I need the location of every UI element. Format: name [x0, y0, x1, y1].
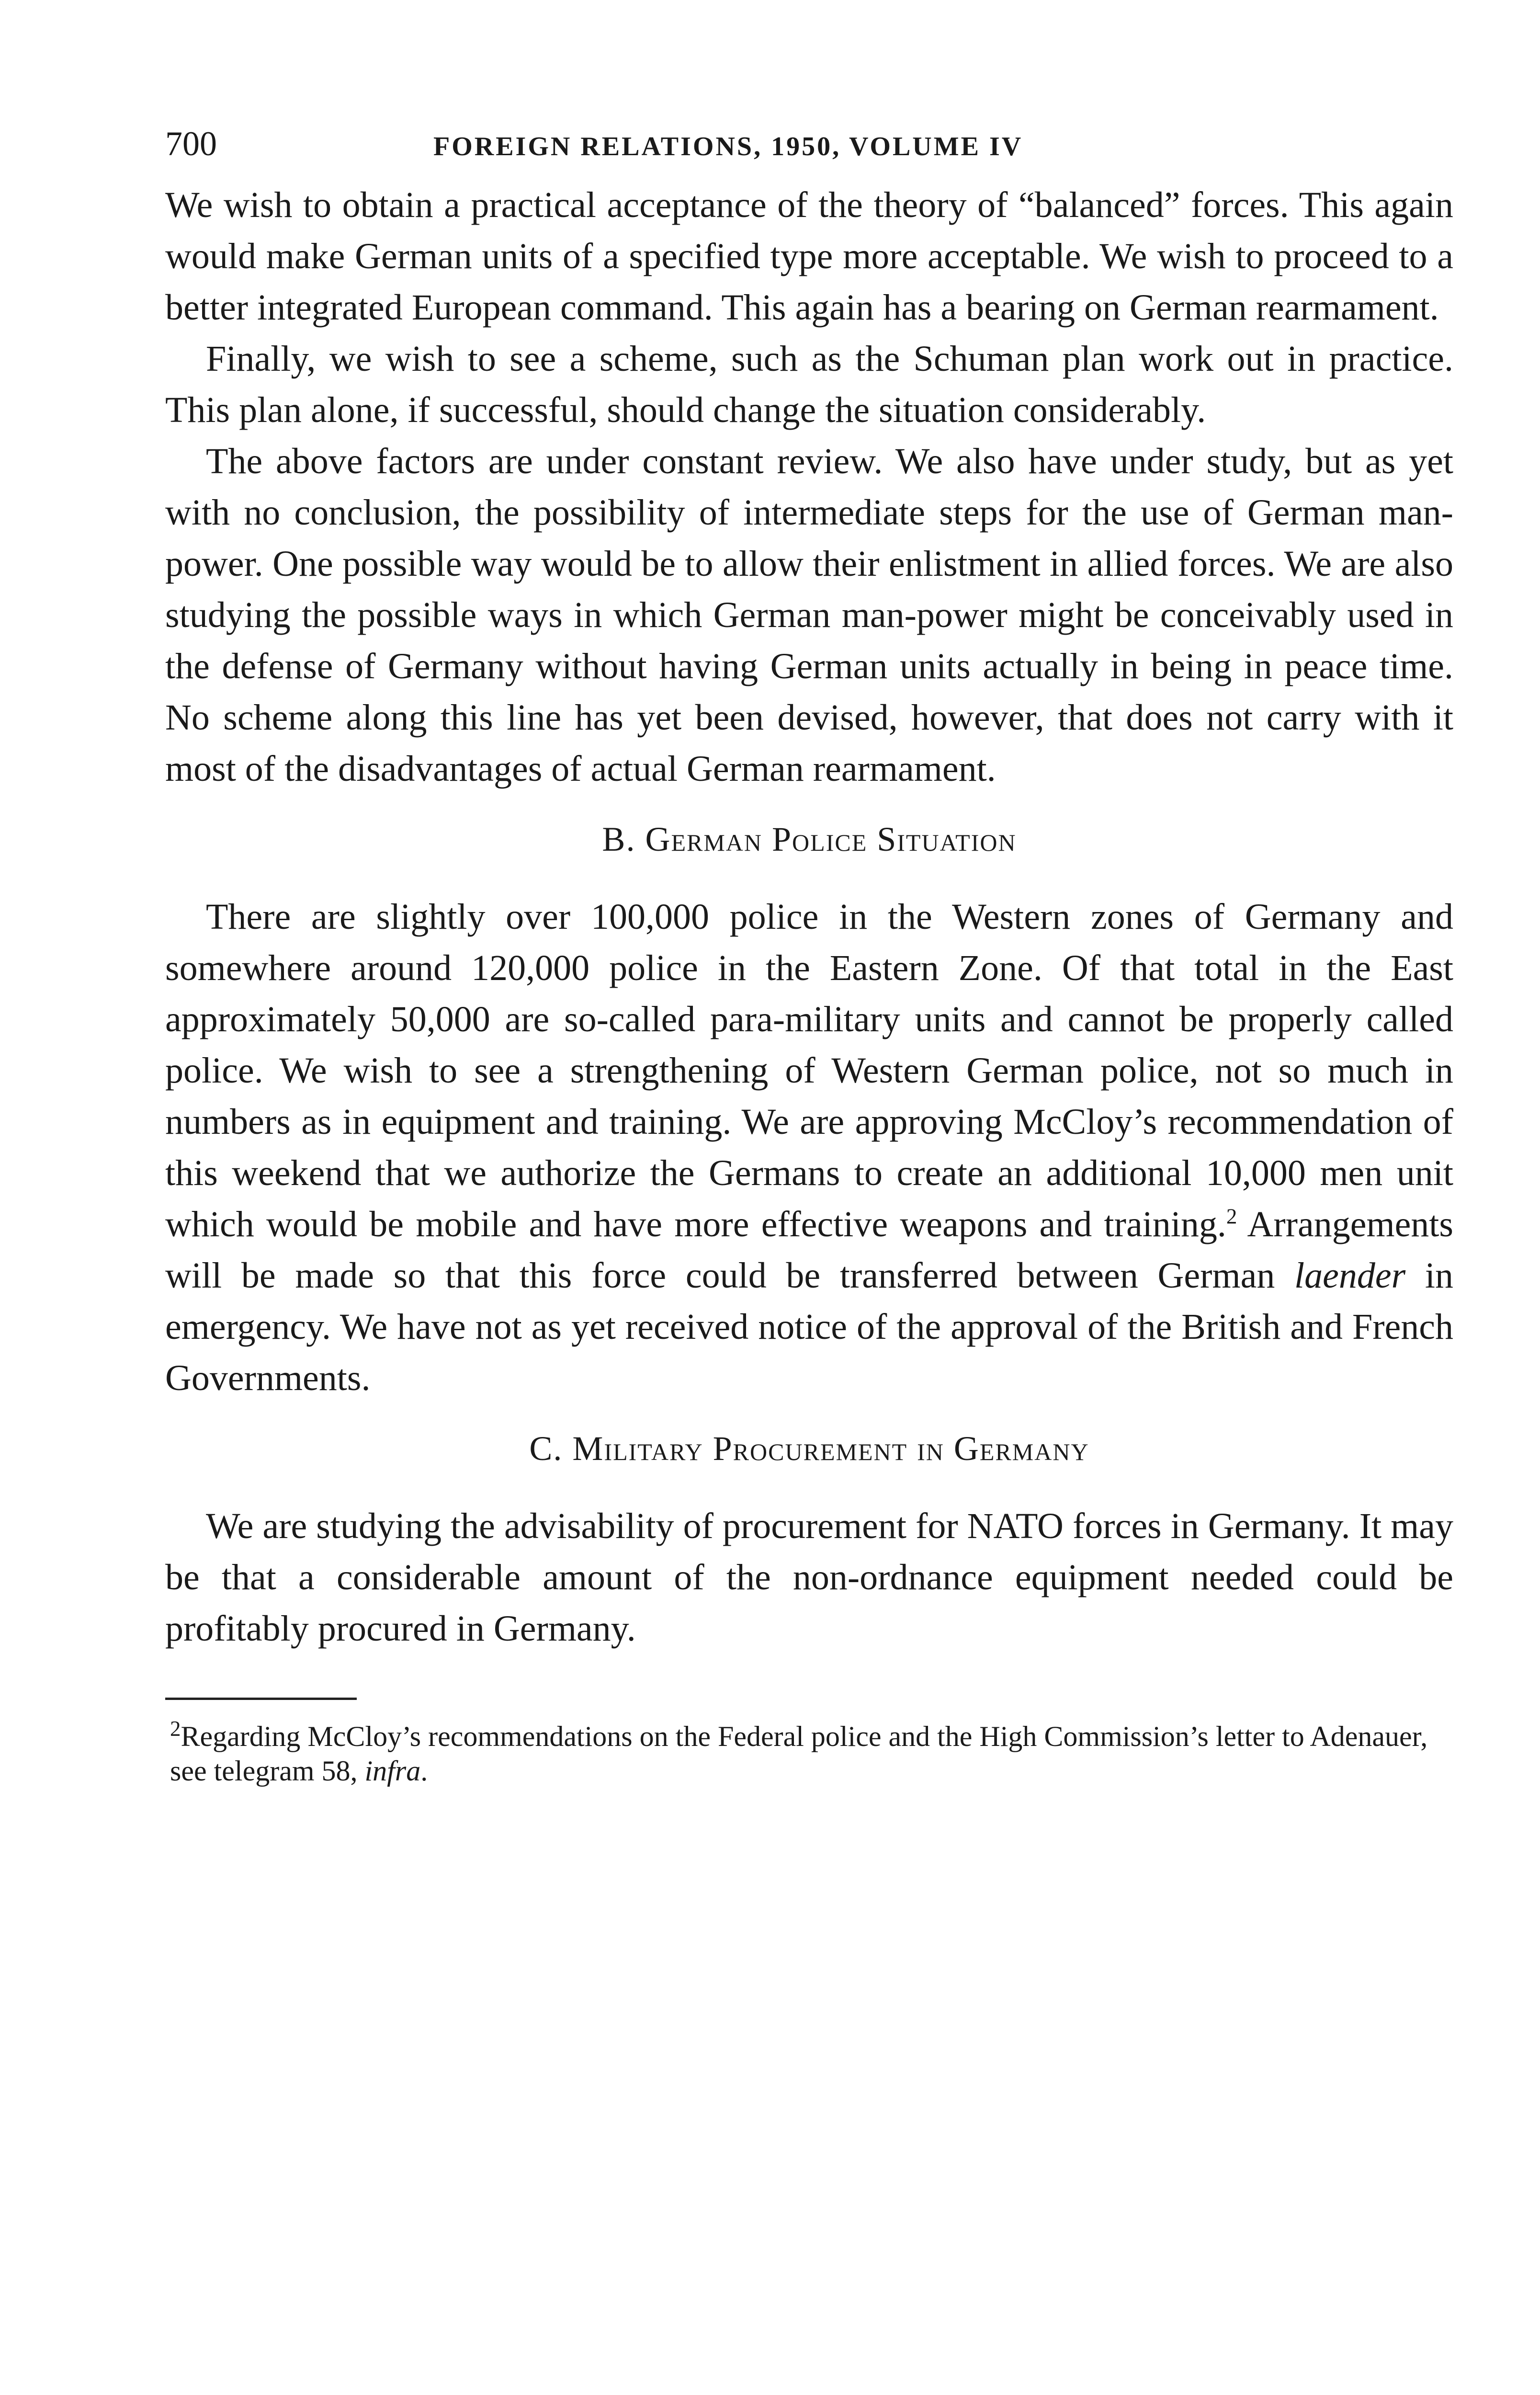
section-b-text-3: in emergency. We have not as yet received notice of the approval of the British and French Governments. — [165, 1255, 1453, 1398]
section-c-paragraph: We are studying the advisability of procurement for NATO forces in Germany. It may be that a considerable amount of the non-ordnance equipment needed could be profitably procured in Germany. — [165, 1506, 1453, 1649]
page-number: 700 — [165, 125, 217, 163]
journal-title: FOREIGN RELATIONS, 1950, VOLUME IV — [433, 132, 1023, 161]
paragraph-1: We wish to obtain a practical acceptance of the theory of “balanced” forces. This again would make German units of a specified type more acceptable. We wish to proceed to a better integrated European command. This again has a bearing on German rearmament. — [165, 185, 1453, 328]
footnote-divider — [165, 1698, 357, 1700]
section-b-paragraph — [165, 891, 1453, 1404]
footnote-text: Regarding McCloy’s recommendations on the Federal police and the High Commission’s letter to Adenauer, see telegram 58, — [170, 1721, 1428, 1787]
paragraph-3: The above factors are under constant review. We also have under study, but as yet with no conclusion, the possibility of intermediate steps for the use of German man-power. One possible way would be to allow their enlistment in allied forces. We are also studying the possible ways in which German man-power might be conceivably used in the defense of Germany without having German units actually in being in peace time. No scheme along this line has yet been devised, however, that does not carry with it most of the disadvantages of actual German rearmament. — [165, 441, 1453, 789]
paragraph-2: Finally, we wish to see a scheme, such as the Schuman plan work out in practice. This plan alone, if successful, should change the situation considerably. — [165, 339, 1453, 430]
footnote-marker: 2 — [170, 1717, 181, 1741]
footnote-reference: 2 — [1226, 1204, 1237, 1229]
section-c-heading: C. Military Procurement in Germany — [529, 1429, 1089, 1468]
section-b-text-2: Arrangements will be made so that this force could be transferred between German — [165, 1204, 1453, 1296]
footnote-italic: infra — [364, 1755, 421, 1787]
section-b-text-1: There are slightly over 100,000 police in the Western zones of Germany and somewhere around 120,000 police in the Eastern Zone. Of that total in the East approximately 50,000 are so-called para-military units and cannot be properly called police. We wish to see a strengthening of Western German police, not so much in numbers as in equipment and training. We are approving McCloy’s recommendation of this weekend that we authorize the Germans to create an additional 10,000 men unit which would be mobile and have more effective weapons and training. — [165, 897, 1453, 1244]
document-page — [165, 122, 1453, 1788]
main-text — [165, 180, 1453, 1654]
footnote — [165, 1719, 1453, 1788]
section-b-heading: B. German Police Situation — [602, 820, 1017, 858]
running-head — [165, 122, 1453, 180]
footnote-end: . — [420, 1755, 428, 1787]
section-b-italic-term: laender — [1294, 1255, 1406, 1296]
